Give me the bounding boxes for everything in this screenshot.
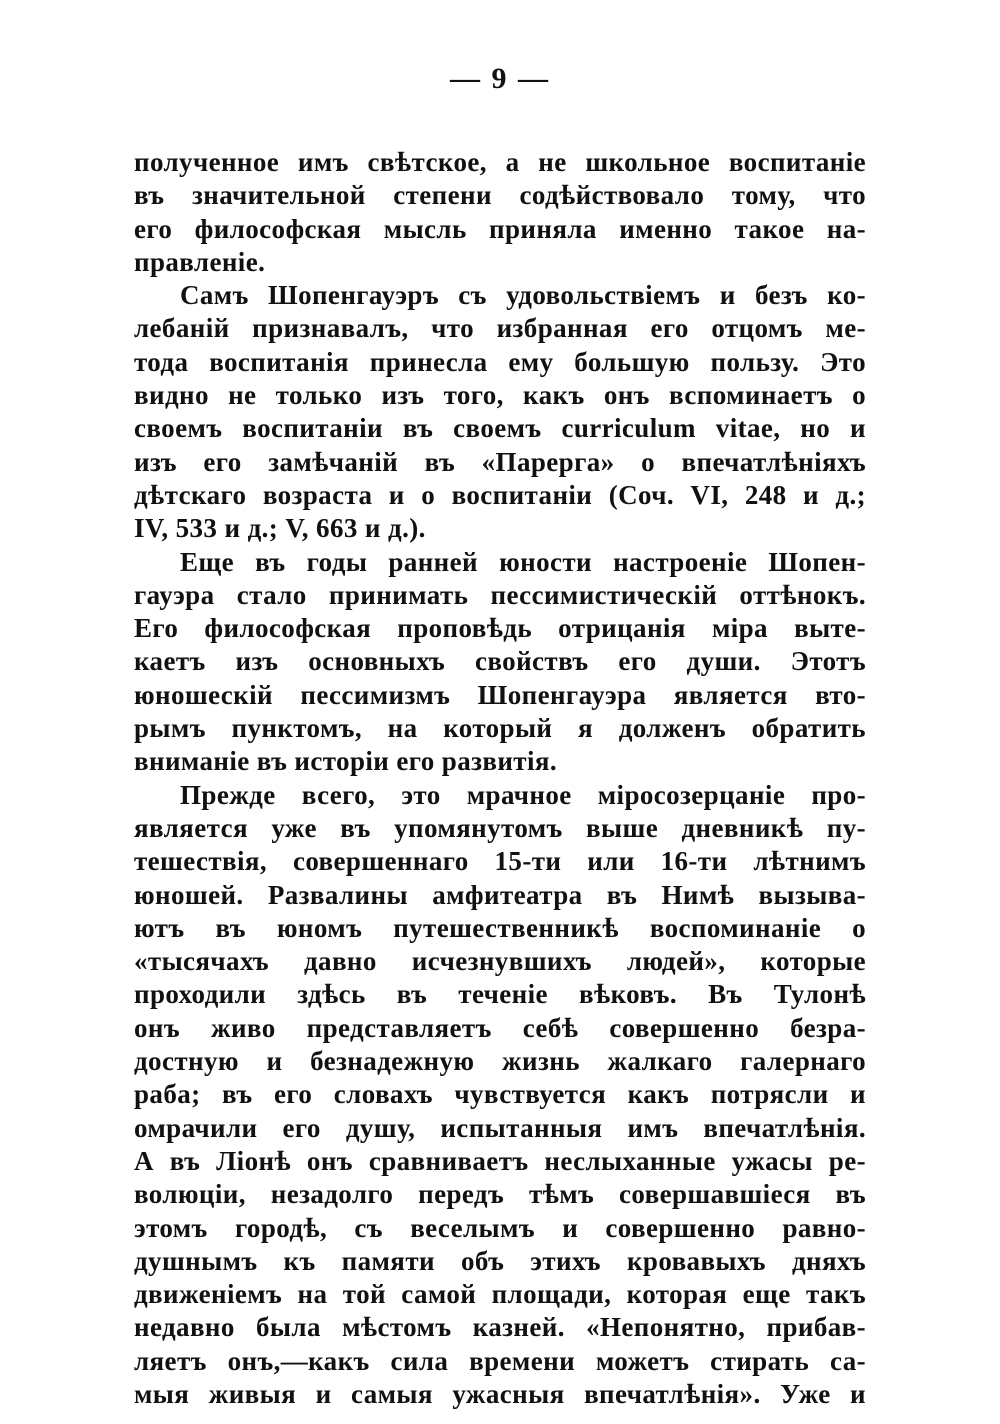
text-line: А въ Ліонѣ онъ сравниваетъ неслыханные ужасы ре- — [134, 1145, 866, 1176]
text-line: волюціи, незадолго передъ тѣмъ совершавшіеся въ — [134, 1179, 866, 1210]
text-line: юношей. Развалины амфитеатра въ Нимѣ вызыва- — [134, 879, 866, 910]
text-line: Еще въ годы ранней юности настроеніе Шопен- — [180, 546, 866, 577]
text-line: дѣтскаго возраста и о воспитаніи (Соч. VI, 248 и д.; — [134, 479, 866, 510]
text-line: мыя живыя и самыя ужасныя впечатлѣнія». Уже и — [134, 1378, 866, 1409]
text-line: этомъ городѣ, съ веселымъ и совершенно равно- — [134, 1212, 866, 1243]
text-line: движеніемъ на той самой площади, которая еще такъ — [134, 1279, 866, 1310]
text-line: гауэра стало принимать пессимистическій оттѣнокъ. — [134, 579, 866, 610]
text-line: юношескій пессимизмъ Шопенгауэра является вто- — [134, 679, 866, 710]
text-line: каетъ изъ основныхъ свойствъ его души. Этотъ — [134, 646, 866, 677]
text-line: въ значительной степени содѣйствовало тому, что — [134, 180, 866, 211]
text-line: его философская мысль приняла именно такое на- — [134, 213, 866, 244]
text-line: своемъ воспитаніи въ своемъ curriculum vitae, но и — [134, 413, 866, 444]
text-line: лебаній признавалъ, что избранная его отцомъ ме- — [134, 313, 866, 344]
text-line: тода воспитанія принесла ему большую пользу. Это — [134, 346, 866, 377]
text-line: видно не только изъ того, какъ онъ вспоминаетъ о — [134, 380, 866, 411]
text-line: рымъ пунктомъ, на который я долженъ обратить — [134, 713, 866, 744]
text-line: душнымъ къ памяти объ этихъ кровавыхъ дняхъ — [134, 1245, 866, 1276]
text-line: раба; въ его словахъ чувствуется какъ потрясли и — [134, 1079, 866, 1110]
text-line: омрачили его душу, испытанныя имъ впечатлѣнія. — [134, 1112, 866, 1143]
text-line: достную и безнадежную жизнь жалкаго галернаго — [134, 1046, 866, 1077]
text-body — [134, 146, 866, 1411]
text-line: недавно была мѣстомъ казней. «Непонятно, прибав- — [134, 1312, 866, 1343]
text-line: изъ его замѣчаній въ «Парерга» о впечатлѣніяхъ — [134, 446, 866, 477]
text-line: Самъ Шопенгауэръ съ удовольствіемъ и безъ ко- — [180, 280, 866, 311]
text-line: IV, 533 и д.; V, 663 и д.). — [134, 513, 426, 544]
text-line: является уже въ упомянутомъ выше дневникѣ пу- — [134, 812, 866, 843]
text-line: тешествія, совершеннаго 15-ти или 16-ти лѣтнимъ — [134, 846, 866, 877]
text-line: правленіе. — [134, 246, 266, 277]
text-line: ютъ въ юномъ путешественникѣ воспоминаніе о — [134, 912, 866, 943]
text-line: ляетъ онъ,—какъ сила времени можетъ стирать са- — [134, 1345, 866, 1376]
text-line: вниманіе въ исторіи его развитія. — [134, 746, 558, 777]
text-line: полученное имъ свѣтское, а не школьное воспитаніе — [134, 147, 866, 177]
text-line: онъ живо представляетъ себѣ совершенно безра- — [134, 1012, 866, 1043]
text-line: «тысячахъ давно исчезнувшихъ людей», которые — [134, 946, 866, 977]
text-line: Его философская проповѣдь отрицанія міра выте- — [134, 613, 866, 644]
text-line: Прежде всего, это мрачное міросозерцаніе про- — [180, 779, 866, 810]
page-number: — 9 — — [450, 62, 550, 95]
text-line: проходили здѣсь въ теченіе вѣковъ. Въ Тулонѣ — [134, 979, 866, 1010]
